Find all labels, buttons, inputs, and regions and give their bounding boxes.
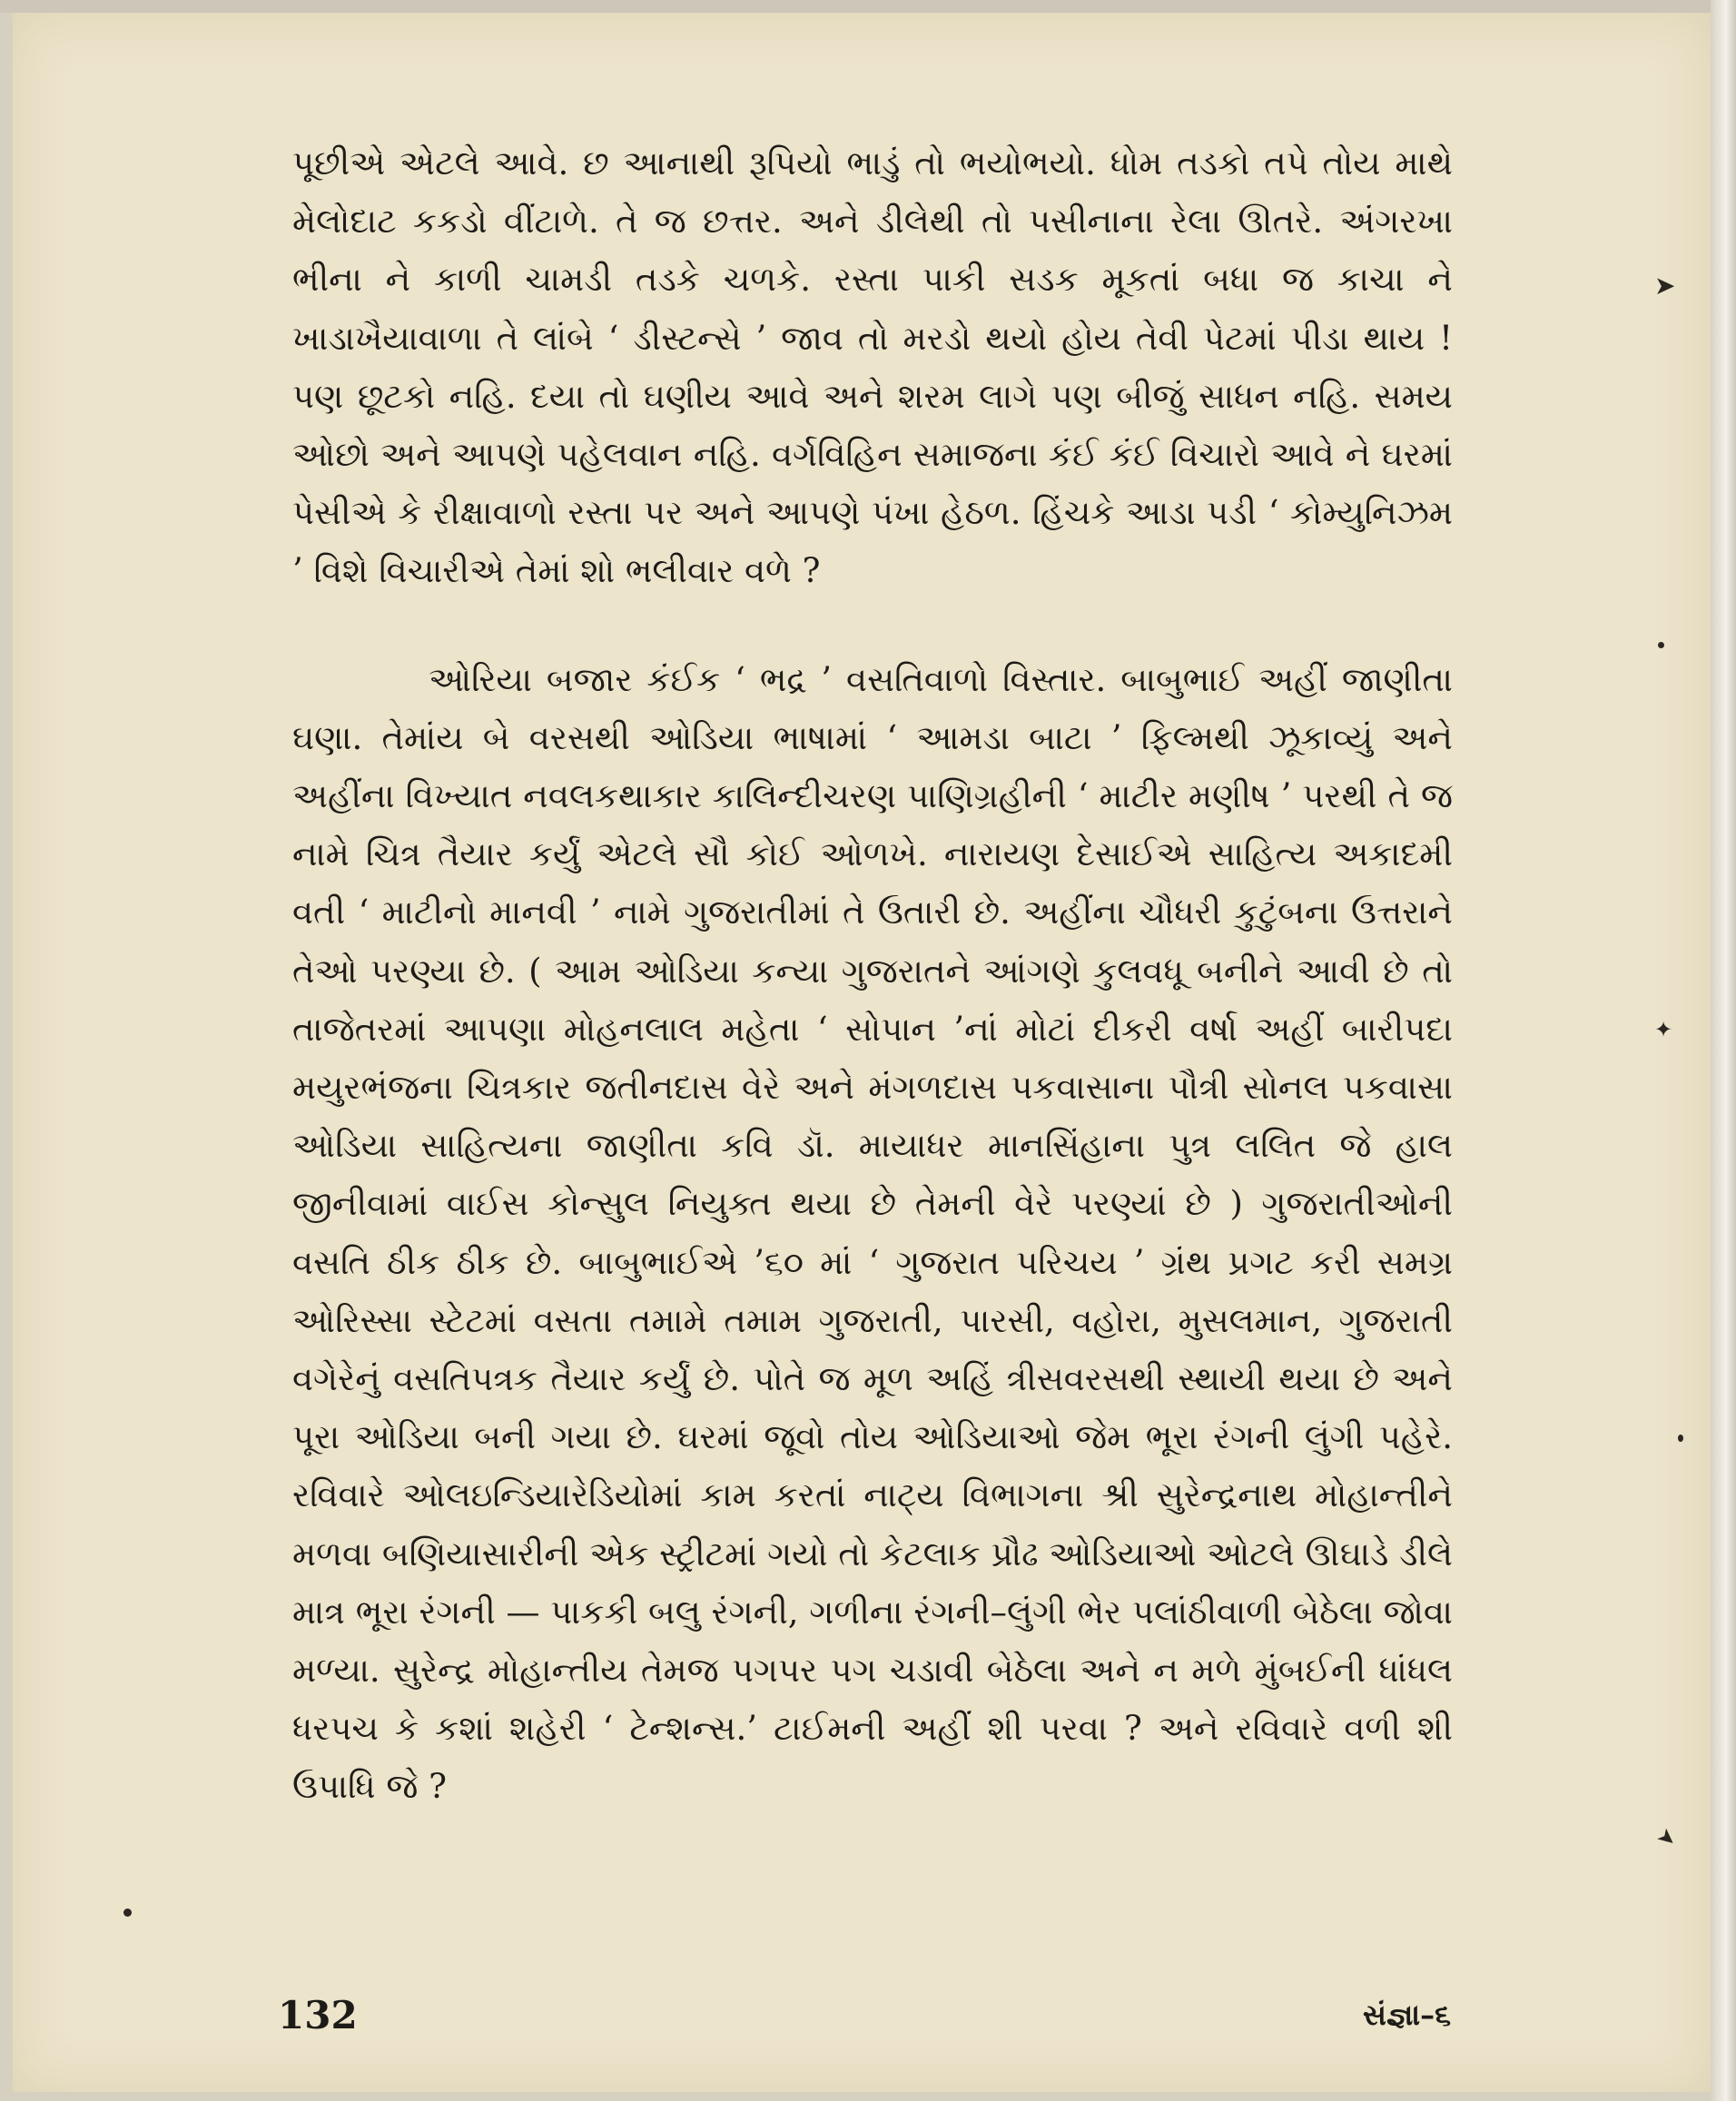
- page-mark: ➤: [1654, 271, 1676, 301]
- page-body: [292, 134, 1453, 1817]
- ink-speck: [1678, 1435, 1683, 1442]
- ink-speck: [1658, 642, 1664, 648]
- page-mark: ✦: [1654, 1017, 1673, 1042]
- ink-speck: [123, 1909, 132, 1917]
- running-footer: સંજ્ઞા–૬: [1363, 1997, 1451, 2032]
- page-number: 132: [278, 1993, 358, 2037]
- page-edge: [1711, 0, 1736, 2101]
- scan-top-edge: [0, 0, 1736, 13]
- paragraph-2: ઓરિયા બજાર કંઈક ‘ ભદ્ર ’ વસતિવાળો વિસ્તાર. બાબુભાઈ અહીં જાણીતા ઘણા. તેમાંય બે વરસથી ઓડિયા ભાષામાં ‘ આમડા બાટા ’ ફિલ્મથી ઝૂકાવ્યું અને અહીંના વિખ્યાત નવલકથાકાર કાલિન્દીચરણ પાણિગ્રહીની ‘ માટીર મણીષ ’ પરથી તે જ નામે ચિત્ર તૈયાર કર્યું એટલે સૌ કોઈ ઓળખે. નારાયણ દેસાઈએ સાહિત્ય અકાદમી વતી ‘ માટીનો માનવી ’ નામે ગુજરાતીમાં તે ઉતારી છે. અહીંના ચૌધરી કુટુંબના ઉત્તરાને તેઓ પરણ્યા છે. ( આમ ઓડિયા કન્યા ગુજરાતને આંગણે કુલવધૂ બનીને આવી છે તો તાજેતરમાં આપણા મોહનલાલ મહેતા ‘ સોપાન ’નાં મોટાં દીકરી વર્ષા અહીં બારીપદા મયુરભંજના ચિત્રકાર જતીનદાસ વેરે અને મંગળદાસ પકવાસાના પૌત્રી સોનલ પકવાસા ઓડિયા સાહિત્યના જાણીતા કવિ ડૉ. માયાધર માનસિંહાના પુત્ર લલિત જે હાલ જીનીવામાં વાઈસ કોન્સુલ નિયુક્ત થયા છે તેમની વેરે પરણ્યાં છે ) ગુજરાતીઓની વસતિ ઠીક ઠીક છે. બાબુભાઈએ ’૬૦ માં ‘ ગુજરાત પરિચય ’ ગ્રંથ પ્રગટ કરી સમગ્ર ઓરિસ્સા સ્ટેટમાં વસતા તમામે તમામ ગુજરાતી, પારસી, વહોરા, મુસલમાન, ગુજરાતી વગેરેનું વસતિપત્રક તૈયાર કર્યું છે. પોતે જ મૂળ અહિં ત્રીસવરસથી સ્થાયી થયા છે અને પૂરા ઓડિયા બની ગયા છે. ઘરમાં જૂવો તોય ઓડિયાઓ જેમ ભૂરા રંગની લુંગી પહેરે. રવિવારે ઓલઇન્ડિયારેડિયોમાં કામ કરતાં નાટ્ય વિભાગના શ્રી સુરેન્દ્રનાથ મોહાન્તીને મળવા બણિયાસારીની એક સ્ટ્રીટમાં ગયો તો કેટલાક પ્રૌઢ ઓડિયાઓ ઓટલે ઊઘાડે ડીલે માત્ર ભૂરા રંગની — પાકકી બલુ રંગની, ગળીના રંગની–લુંગી ભેર પલાંઠીવાળી બેઠેલા જોવા મળ્યા. સુરેન્દ્ર મોહાન્તીય તેમજ પગપર પગ ચડાવી બેઠેલા અને ન મળે મુંબઈની ધાંધલ ધરપચ કે કશાં શહેરી ‘ ટેન્શન્સ.’ ટાઈમની અહીં શી પરવા ? અને રવિવારે વળી શી ઉપાધિ જે ?: [292, 659, 1453, 1807]
- paragraph-1: પૂછીએ એટલે આવે. છ આનાથી રૂપિયો ભાડું તો ભયોભયો. ધોમ તડકો તપે તોય માથે મેલોદાટ કકડો વીંટાળે. તે જ છત્તર. અને ડીલેથી તો પસીનાના રેલા ઊતરે. અંગરખા ભીના ને કાળી ચામડી તડકે ચળકે. રસ્તા પાકી સડક મૂકતાં બધા જ કાચા ને ખાડાખૈયાવાળા તે લાંબે ‘ ડીસ્ટન્સે ’ જાવ તો મરડો થયો હોય તેવી પેટમાં પીડા થાય ! પણ છૂટકો નહિ. દયા તો ઘણીય આવે અને શરમ લાગે પણ બીજું સાધન નહિ. સમય ઓછો અને આપણે પહેલવાન નહિ. વર્ગવિહિન સમાજના કંઈ કંઈ વિચારો આવે ને ઘરમાં પેસીએ કે રીક્ષાવાળો રસ્તા પર અને આપણે પંખા હેઠળ. હિંચકે આડા પડી ‘ કોમ્યુનિઝમ ’ વિશે વિચારીએ તેમાં શો ભલીવાર વળે ?: [292, 143, 1453, 591]
- page-mark: ➤: [1652, 1821, 1682, 1854]
